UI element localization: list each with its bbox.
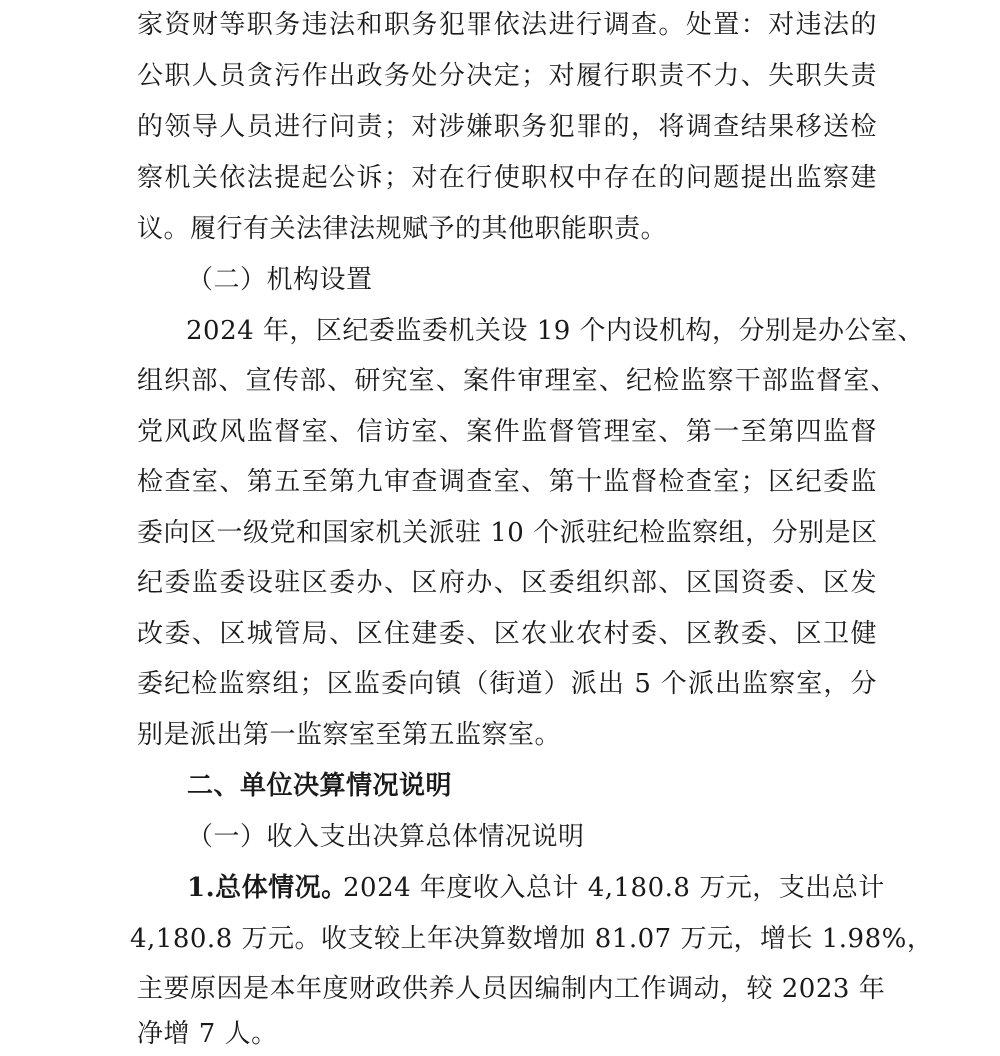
paragraph-line: 别是派出第一监察室至第五监察室。 <box>137 720 562 750</box>
paragraph-line: 检查室、第五至第九审查调查室、第十监督检查室；区纪委监 <box>137 467 877 497</box>
paragraph-line: 2024 年度收入总计 4,180.8 万元，支出总计 <box>343 873 885 903</box>
paragraph-line: 家资财等职务违法和职务犯罪依法进行调查。处置：对违法的 <box>137 10 877 40</box>
subsection-heading-income-expense: （一）收入支出决算总体情况说明 <box>187 822 585 852</box>
paragraph-line: 改委、区城管局、区住建委、区农业农村委、区教委、区卫健 <box>137 619 877 649</box>
overall-situation-label <box>187 871 347 905</box>
paragraph-line: 纪委监委设驻区委办、区府办、区委组织部、区国资委、区发 <box>137 568 877 598</box>
paragraph-line: 净增 7 人。 <box>137 1019 278 1049</box>
paragraph-line: 公职人员贪污作出政务处分决定；对履行职责不力、失职失责 <box>137 61 877 91</box>
paragraph-line: 的领导人员进行问责；对涉嫌职务犯罪的，将调查结果移送检 <box>137 112 877 142</box>
paragraph-line: 4,180.8 万元。收支较上年决算数增加 81.07 万元，增长 1.98%， <box>130 924 934 954</box>
paragraph-line: 主要原因是本年度财政供养人员因编制内工作调动，较 2023 年 <box>137 974 886 1004</box>
paragraph-line: 察机关依法提起公诉；对在行使职权中存在的问题提出监察建 <box>137 163 877 193</box>
paragraph-line: 党风政风监督室、信访室、案件监督管理室、第一至第四监督 <box>137 417 877 447</box>
paragraph-line: 委向区一级党和国家机关派驻 10 个派驻纪检监察组，分别是区 <box>137 518 878 548</box>
overall-situation-bold-label: 1.总体情况。 <box>187 873 348 903</box>
paragraph-line: 议。履行有关法律法规赋予的其他职能职责。 <box>137 214 668 244</box>
paragraph-line: 组织部、宣传部、研究室、案件审理室、纪检监察干部监督室、 <box>137 366 897 396</box>
paragraph-line: 委纪检监察组；区监委向镇（街道）派出 5 个派出监察室，分 <box>137 669 877 699</box>
section-heading-institution: （二）机构设置 <box>187 265 373 295</box>
paragraph-line: 2024 年，区纪委监委机关设 19 个内设机构，分别是办公室、 <box>186 316 925 346</box>
section-heading-unit-accounts: 二、单位决算情况说明 <box>187 771 453 801</box>
